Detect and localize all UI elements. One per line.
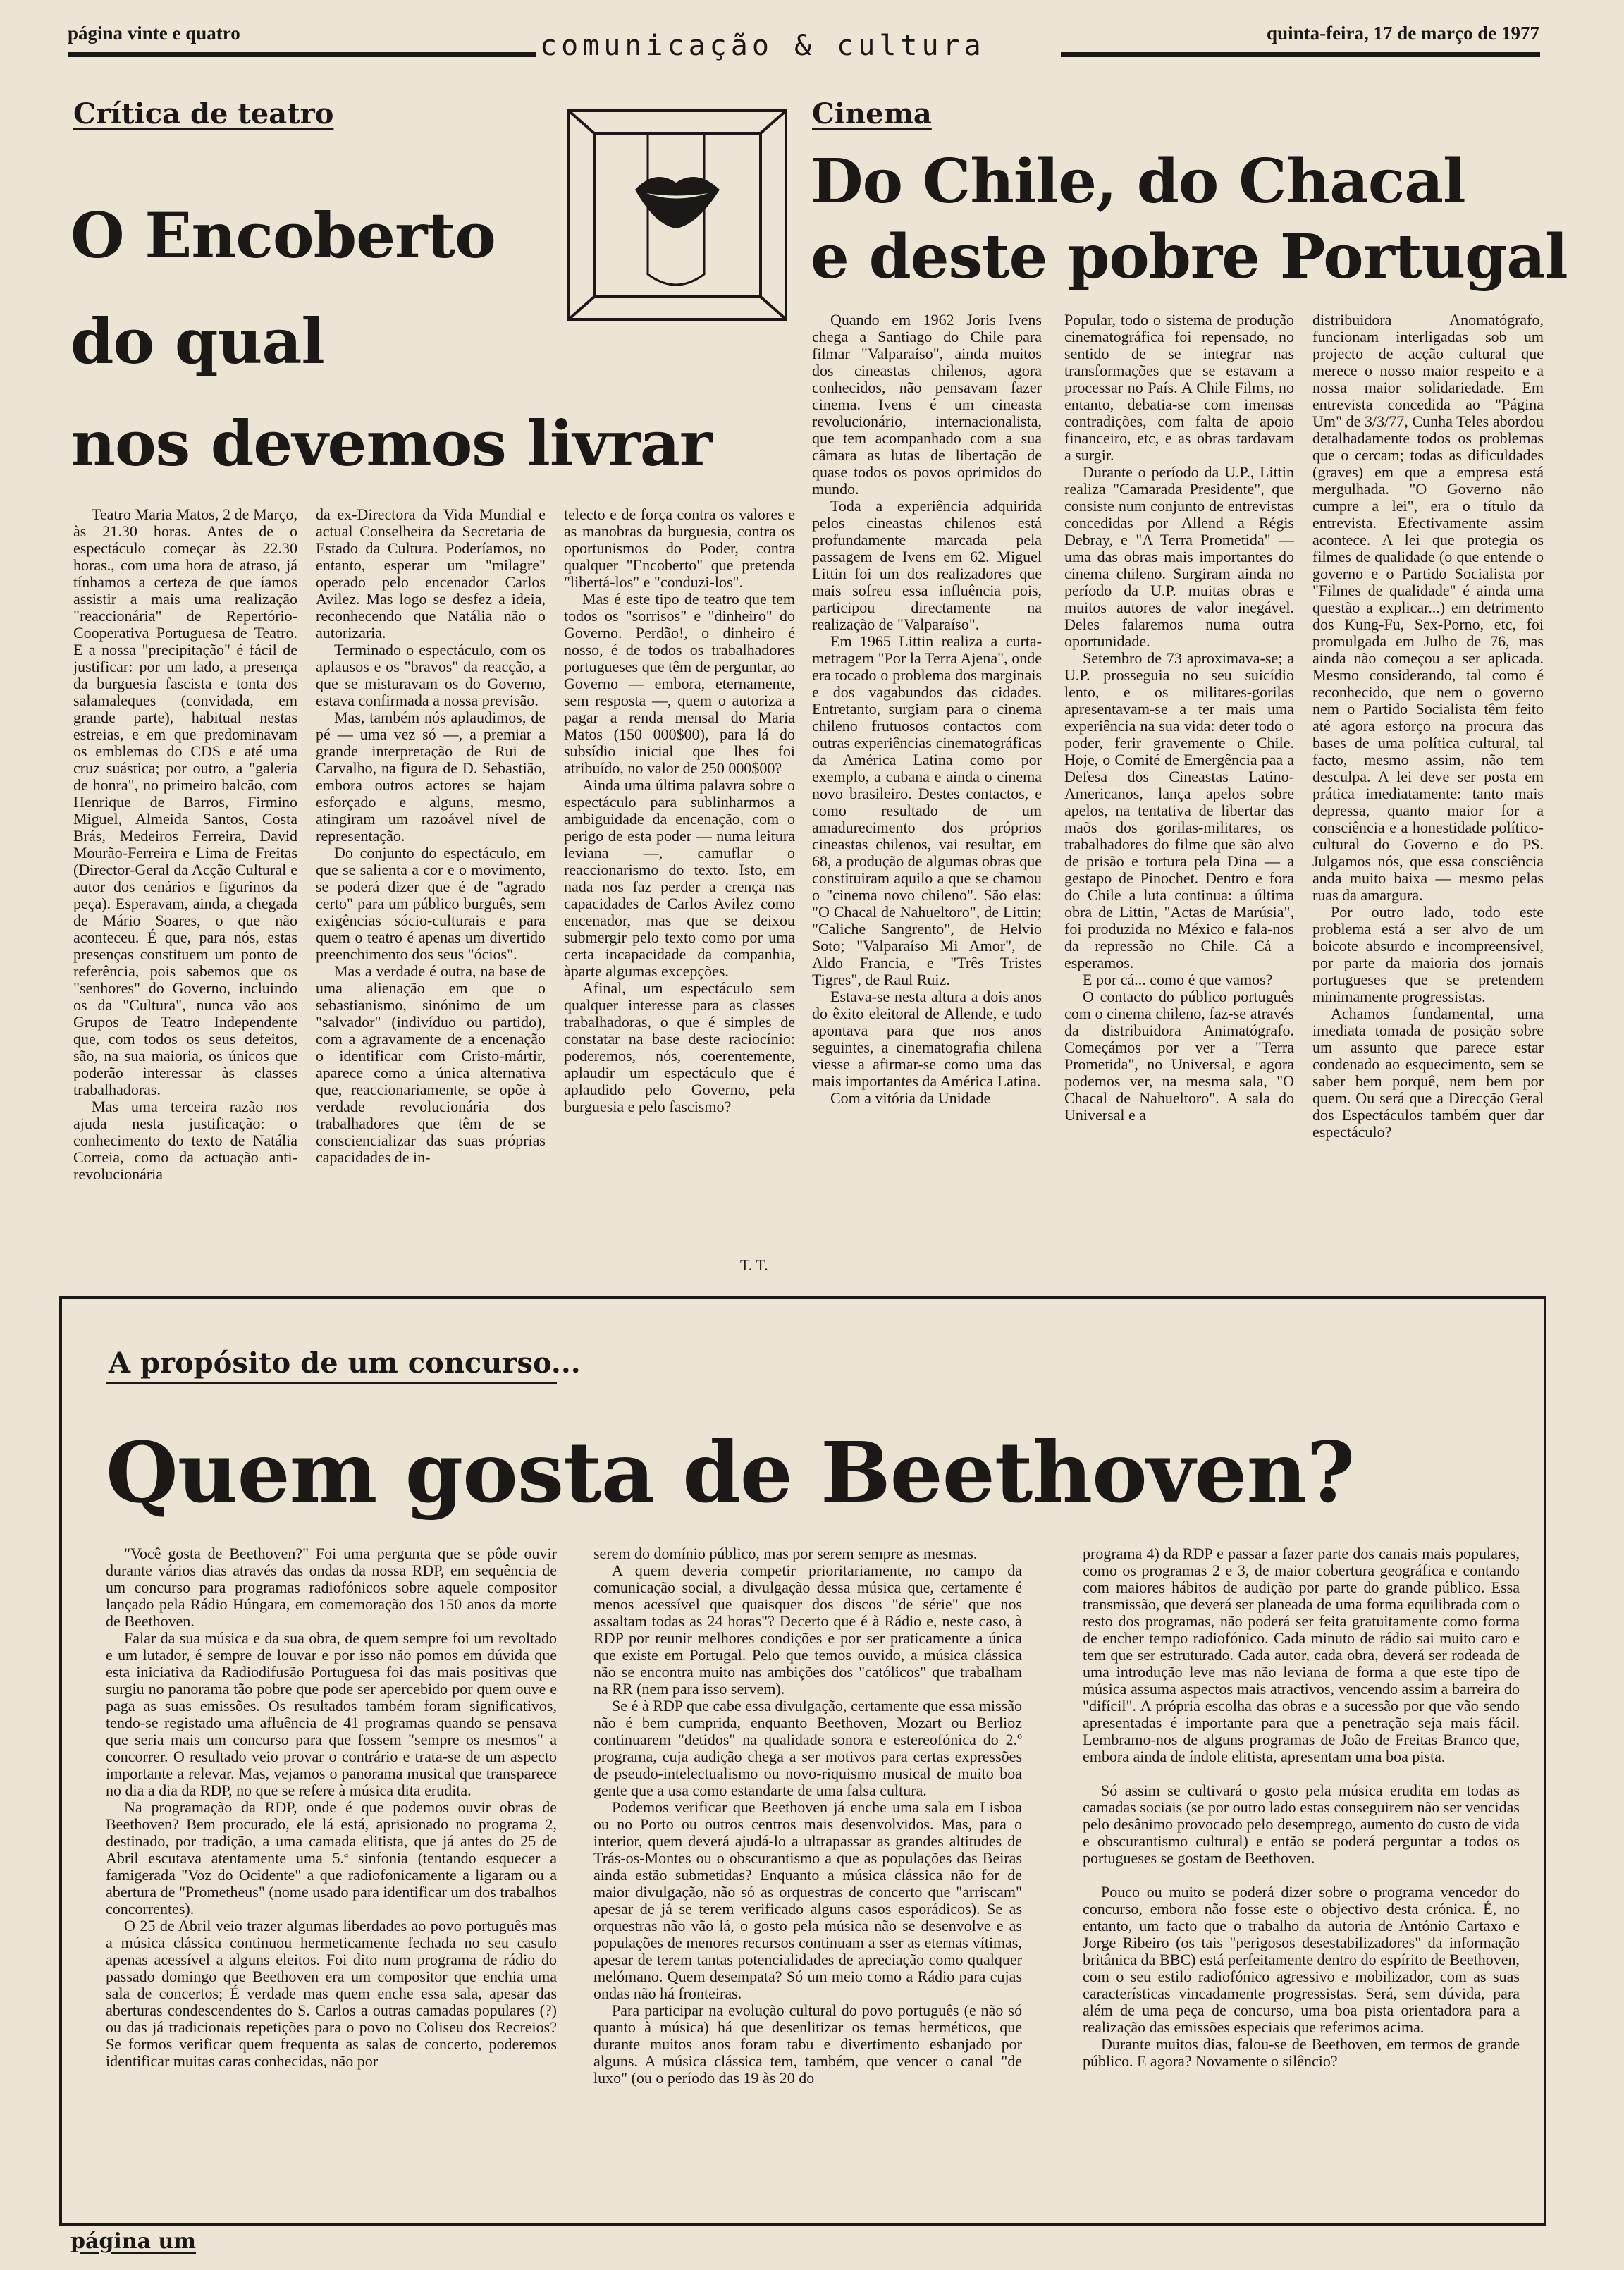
paragraph: Quando em 1962 Joris Ivens chega a Santiago do Chile para filmar "Valparaíso", ainda muitos dos cineastas chilenos, agora conhecidos, não pensavam fazer cinema. Ivens é um cineasta revolucionário, internacionalista, que tem acompanhado com a sua câmara as lutas de libertação de quase todos os povos oprimidos do mundo. bbox=[812, 311, 1042, 498]
paragraph: da ex-Directora da Vida Mundial e actual Conselheira da Secretaria de Estado da Cultura. Poderíamos, no entanto, esperar um "milagre" operado pelo encenador Carlos Avilez. Mas logo se desfez a ideia, reconhecendo que Natália não o autorizaria. bbox=[316, 505, 546, 642]
footer-label: página um bbox=[70, 2229, 197, 2254]
paragraph: Só assim se cultivará o gosto pela música erudita em todas as camadas sociais (se por outro lado estas conseguirem não ser vencidas pelo desânimo provocado pelo desemprego, aumento do custo de vida e obscurantismo cultural) e então se poderá perguntar a todos os portugueses se gostam de Beethoven. bbox=[1083, 1781, 1520, 1867]
paragraph: Durante muitos dias, falou-se de Beethoven, em termos de grande público. E agora? Novamente o silêncio? bbox=[1083, 2035, 1520, 2070]
section-title: comunicação & cultura bbox=[536, 30, 990, 62]
theatre-title-line1: O Encoberto bbox=[70, 199, 496, 272]
cinema-column-1 bbox=[812, 312, 1042, 1107]
paragraph: Em 1965 Littin realiza a curta-metragem "Por la Terra Ajena", onde era tocado o problema dos marginais e dos vagabundos das cidades. Entretanto, surgiam para o cinema chileno frutuosos contactos com outras experiências cinematográficas da América Latina como por exemplo, a cubana e ainda o cinema novo brasileiro. Destes contactos, e como resultado de um amadurecimento dos próprios cineastas chilenos, vai resultar, em 68, a produção de algumas obras que constituiram aquilo a que se chamou o "cinema novo chileno". São elas: "O Chacal de Nahueltoro", de Littin; "Caliche Sangrento", de Helvio Soto; "Valparaíso Mi Amor", de Aldo Francia, e "Três Tristes Tigres", de Raul Ruiz. bbox=[812, 632, 1042, 988]
theatre-kicker: Crítica de teatro bbox=[73, 97, 334, 130]
theatre-column-3 bbox=[564, 506, 795, 1115]
paragraph: O contacto do público português com o cinema chileno, faz-se através da distribuidora Animatógrafo. Começámos por ver a "Terra Prometida", no Universal, e agora podemos ver, na mesma sala, "O Chacal de Nahueltoro". A sala do Universal e a bbox=[1064, 988, 1294, 1124]
paragraph: Ainda uma última palavra sobre o espectáculo para sublinharmos a ambiguidade da encenação, com o perigo de esta poder — numa leitura leviana —, camuflar o reaccionarismo do texto. Isto, em nada nos faz perder a crença nas capacidades de Carlos Avilez como encenador, mas que se deixou submergir pelo texto como por uma certa incapacidade da companhia, àparte algumas excepções. bbox=[564, 776, 795, 980]
cinema-kicker: Cinema bbox=[812, 97, 932, 130]
paragraph: Mas, também nós aplaudimos, de pé — uma vez só —, a premiar a grande interpretação de Rui de Carvalho, na figura de D. Sebastião, embora outros actores se hajam esforçado e alguns, mesmo, atingiram um razoável nível de representação. bbox=[316, 708, 546, 845]
paragraph: Mas é este tipo de teatro que tem todos os "sorrisos" e "dinheiro" do Governo. Perdão!, o dinheiro é nosso, é de todos os trabalhadores portugueses que têm de perguntar, ao Governo — embora, eternamente, sem resposta —, quem o autoriza a pagar a renda mensal do Maria Matos (150 000$00), para lá do subsídio inicial que lhes foi atribuído, no valor de 250 000$00? bbox=[564, 590, 795, 777]
page-number: página vinte e quatro bbox=[68, 23, 240, 44]
paragraph: distribuidora Anomatógrafo, funcionam interligadas sob um projecto de acção cultural que merece o nosso maior respeito e a nossa maior solidariedade. Em entrevista concedida ao "Página Um" de 3/3/77, Cunha Teles abordou detalhadamente todos os problemas que o cercam; todas as dificuldades (graves) em que a empresa está mergulhada. "O Governo não cumpre a lei", era o título da entrevista. Efectivamente assim acontece. A lei que protegia os filmes de qualidade (o que entende o governo e o Partido Socialista por "Filmes de qualidade" é ainda uma questão a explicar...) em detrimento dos Kung-Fu, Sex-Porno, etc, foi promulgada em Julho de 76, mas ainda não começou a ser aplicada. Mesmo considerando, tal como é reconhecido, que nem o governo nem o Partido Socialista têm feito até agora esforço na procura das bases de uma política cultural, tal facto, mesmo assim, não tem desculpa. A lei deve ser posta em prática imediatamente: tanto mais depressa, quanto maior for a consciência e a honestidade político-cultural do Governo e do PS. Julgamos nós, que essa consciência anda muito baixa — mesmo pelas ruas da amargura. bbox=[1312, 311, 1544, 904]
paragraph: Terminado o espectáculo, com os aplausos e os "bravos" da reacção, a que se misturavam os do Governo, estava confirmada a nossa previsão. bbox=[316, 641, 546, 709]
paragraph: Com a vitória da Unidade bbox=[830, 1089, 991, 1107]
paragraph: E por cá... como é que vamos? bbox=[1083, 971, 1273, 988]
paragraph: "Você gosta de Beethoven?" Foi uma pergunta que se pôde ouvir durante vários dias através das ondas da nossa RDP, em sequência de um concurso para programas radiofónicos sobre aquele compositor lançado pela Rádio Húngara, em comemoração dos 150 anos da morte de Beethoven. bbox=[106, 1545, 557, 1630]
paragraph: Estava-se nesta altura a dois anos do êxito eleitoral de Allende, e tudo apontava para que nos anos seguintes, a cinematografia chilena viesse a afirmar-se como uma das mais importantes da América Latina. bbox=[812, 988, 1042, 1090]
beethoven-column-3 bbox=[1083, 1545, 1520, 2070]
paragraph: Falar da sua música e da sua obra, de quem sempre foi um revoltado e um lutador, é sempre de louvar e por isso não pomos em dúvida que esta iniciativa da Radiodifusão Portuguesa foi das mais positivas que surgiu no panorama tão pobre que pode ser apercebido por quem ouve e paga as suas emissões. Os resultados também foram significativos, tendo-se registado uma afluência de 41 programas quando se pensava que seria mais um concurso para que fossem "sempre os mesmos" a concorrer. O resultado veio provar o contrário e trata-se de um aspecto importante a relevar. Mas, vejamos o panorama musical que transparece no dia a dia da RDP, no que se refere à música dita erudita. bbox=[106, 1629, 557, 1799]
paragraph: Podemos verificar que Beethoven já enche uma sala em Lisboa ou no Porto ou outros centros mais desenvolvidos. Mas, para o interior, quem deverá ajudá-lo a ultrapassar as grandes altitudes de Trás-os-Montes ou o obscurantismo a que as populações das Beiras ainda estão submetidas? Enquanto a música clássica não for de maior divulgação, não só as orquestras de concerto que "arriscam" apesar de já se terem verificado alguns casos esporádicos). Se as orquestras não vão lá, o gosto pela música não se desenvolve e as populações de menores recursos continuam a sser as eternas vítimas, apesar de terem tantas potencialidades de apreciação como qualquer melómano. Quem desempata? Só um meio como a Rádio para cujas ondas não há fronteiras. bbox=[593, 1798, 1022, 2002]
paragraph: Mas uma terceira razão nos ajuda nesta justificação: o conhecimento do texto de Natália Correia, como da actuação anti-revolucionária bbox=[73, 1098, 297, 1183]
theatre-signature: T. T. bbox=[740, 1256, 768, 1274]
theatre-title-line3: nos devemos livrar bbox=[70, 407, 712, 480]
paragraph: Por outro lado, todo este problema está a ser alvo de um boicote absurdo e incompreensível, por parte da maioria dos jornais portugueses que se pretendem minimamente progressistas. bbox=[1312, 903, 1544, 1005]
paragraph: Durante o período da U.P., Littin realiza "Camarada Presidente", que consiste num conjunto de entrevistas concedidas por Allend a Régis Debray, e "A Terra Prometida" — uma das obras mais importantes do cinema chileno. Surgiram ainda no período da U.P. muitas obras e muitos autores de valor inegável. Deles falaremos numa outra oportunidade. bbox=[1064, 463, 1294, 650]
lips-icon bbox=[570, 112, 785, 318]
paragraph: Toda a experiência adquirida pelos cineastas chilenos está profundamente marcada pela passagem de Ivens em 62. Miguel Littin foi um dos realizadores que mais sofreu essa influência pois, participou directamente na realização de "Valparaíso". bbox=[812, 497, 1042, 633]
paragraph: Afinal, um espectáculo sem qualquer interesse para as classes trabalhadoras, o que é simples de constatar na base deste raciocínio: poderemos, nós, coerentemente, aplaudir um espectáculo que é aplaudido pelo Governo, pela burguesia e pelo fascismo? bbox=[564, 979, 795, 1115]
cinema-column-3 bbox=[1312, 312, 1544, 1141]
paragraph: A quem deveria competir prioritariamente, no campo da comunicação social, a divulgação dessa música que, certamente é menos acessível que quaisquer dos discos "de série" que nos assaltam todas as 24 horas"? Decerto que é à Rádio e, neste caso, à RDP por reunir melhores condições e por ser praticamente a única que existe em Portugal. Pelo que temos ouvido, a música clássica não se encontra muito nas ambições dos "católicos" que trabalham na RR (nem para isso servem). bbox=[593, 1562, 1022, 1698]
paragraph: Pouco ou muito se poderá dizer sobre o programa vencedor do concurso, embora não fosse este o objectivo desta crónica. É, no entanto, um facto que o trabalho da autoria de António Cartaxo e Jorge Ribeiro (os tais "perigosos desestabilizadores" da informação britânica da BBC) está perfeitamente dentro do espírito de Beethoven, com o seu estilo radiofónico agressivo e mobilizador, com as suas características vincadamente progressistas. Será, sem dúvida, para além de uma peça de concurso, uma boa pista orientadora para a realização das emissões especiais que referimos acima. bbox=[1083, 1883, 1520, 2036]
cinema-title-line1: Do Chile, do Chacal bbox=[811, 146, 1465, 217]
theatre-column-2 bbox=[316, 506, 546, 1166]
theatre-column-1 bbox=[73, 506, 297, 1183]
mouth-illustration bbox=[567, 109, 787, 321]
cinema-title-line2: e deste pobre Portugal bbox=[811, 221, 1568, 293]
paragraph: Para participar na evolução cultural do povo português (e não só quanto à música) há que desenlitizar os temas herméticos, que durante muitos anos foram tabu e divertimento esbanjado por alguns. A música clássica tem, também, que vencer o canal "de luxo" (ou o período das 19 às 20 do bbox=[593, 2001, 1022, 2087]
paragraph: serem do domínio público, mas por serem sempre as mesmas. bbox=[593, 1545, 978, 1562]
paragraph: Achamos fundamental, uma imediata tomada de posição sobre um assunto que parece estar condenado ao esquecimento, sem se saber bem porquê, nem bem por quem. Ou será que a Direcção Geral dos Espectáculos também quer dar espectáculo? bbox=[1312, 1005, 1544, 1141]
paragraph: Se é à RDP que cabe essa divulgação, certamente que essa missão não é bem cumprida, enquanto Beethoven, Mozart ou Berlioz continuarem "detidos" na qualidade sonora e estereofónica do 2.º programa, cuja audição chega a ser motivos para certas expressões de pseudo-intelectualismo ou novo-riquismo musical de muito boa gente que a usa como estandarte de uma falsa cultura. bbox=[593, 1697, 1022, 1799]
beethoven-column-2 bbox=[593, 1545, 1022, 2087]
kicker-underline bbox=[106, 1382, 557, 1384]
paragraph: programa 4) da RDP e passar a fazer parte dos canais mais populares, como os programas 2 e 3, de maior cobertura geográfica e contando com maiores hábitos de audição por parte do grande público. Essa transmissão, que deverá ser planeada de uma forma equilibrada com o resto dos programas, não poderá ser feita gratuitamente como forma de encher tempo radiofónico. Cada minuto de rádio sai muito caro e tem que ser estruturado. Cada autor, cada obra, deverá ser rodeada de uma introdução leve mas não leviana de forma a que este tipo de música assuma aspectos mais atractivos, vencendo assim a barreira do "difícil". A própria escolha das obras e a sucessão por que vão sendo apresentadas é importante para que a penetração seja mais fácil. Lembramo-nos de alguns programas de João de Freitas Branco que, embora ainda de índole elitista, apresentam uma boa pista. bbox=[1083, 1545, 1520, 1765]
paragraph: Mas a verdade é outra, na base de uma alienação em que o sebastianismo, sinónimo de um "salvador" (indivíduo ou partido), com a agravamente de a encenação o identificar com Cristo-mártir, aparece como a única alternativa que, reaccionariamente, se opõe à verdade revolucionária dos trabalhadores que têm de se consciencializar das suas próprias capacidades de in- bbox=[316, 962, 546, 1166]
paragraph: Popular, todo o sistema de produção cinematográfica foi repensado, no sentido de se integrar nas transformações que se estavam a processar no País. A Chile Films, no entanto, debatia-se com imensas contradições, com falta de apoio financeiro, etc, e as obras tardavam a surgir. bbox=[1064, 311, 1294, 464]
header-rule-right bbox=[1061, 52, 1540, 57]
paragraph: telecto e de força contra os valores e as manobras da burguesia, contra os oportunismos do Poder, contra qualquer "Encoberto" que pretenda "libertá-los" e "conduzi-los". bbox=[564, 505, 795, 591]
paragraph: Setembro de 73 aproximava-se; a U.P. prosseguia no seu suicídio lento, e os militares-gorilas apresentavam-se a ter mais uma experiência na sua vida: deter todo o poder, ferir gravemente o Chile. Hoje, o Comité de Emergência paa a Defesa dos Cineastas Latino-Americanos, lança apelos sobre apelos, na tentativa de libertar das maõs dos gorilas-militares, os trabalhadores do filme que são alvo de prisão e tortura pela Dina — a gestapo de Pinochet. Dentro e fora do Chile a luta continua: a última obra de Littin, "Actas de Marúsia", foi produzida no México e fala-nos da repressão no Chile. Cá a esperamos. bbox=[1064, 649, 1294, 971]
paragraph: O 25 de Abril veio trazer algumas liberdades ao povo português mas a música clássica continuou hermeticamente fechada no seu casulo apenas acessível a alguns eleitos. Foi dito num programa de rádio do passado domingo que Beethoven era um compositor que enchia uma sala de concertos; É verdade mas quem enche essa sala, apesar das aberturas condescendentes do S. Carlos a outras camadas populares (?) ou das já tradicionais repetições para o povo no Coliseu dos Recreios? Se formos verificar quem frequenta as salas de concerto, poderemos identificar muitas caras conhecidas, não por bbox=[106, 1917, 557, 2070]
beethoven-title: Quem gosta de Beethoven? bbox=[106, 1423, 1355, 1521]
beethoven-kicker: A propósito de um concurso... bbox=[109, 1346, 581, 1380]
issue-date: quinta-feira, 17 de março de 1977 bbox=[1267, 23, 1539, 44]
paragraph: Do conjunto do espectáculo, em que se salienta a cor e o movimento, se poderá dizer que é de "agrado certo" para um público burguês, sem exigências sócio-culturais e para quem o teatro é apenas um divertido preenchimento dos seus "ócios". bbox=[316, 844, 546, 963]
theatre-title-line2: do qual bbox=[70, 305, 324, 378]
beethoven-column-1 bbox=[106, 1545, 557, 2070]
paragraph: Teatro Maria Matos, 2 de Março, às 21.30 horas. Antes de o espectáculo começar às 22.30 horas., com uma hora de atraso, já tínhamos a certeza de que íamos assistir a mais uma realização "reaccionária" de Repertório-Cooperativa Portuguesa de Teatro. E a nossa "precipitação" é fácil de justificar: por um lado, a presença da burguesia fascista e tonta dos salamaleques (convidada, em grande parte), habitual nestas estreias, e em que predominavam os emblemas do CDS e até uma cruz suástica; por outro, a "galeria de honra", no primeiro balcão, com Henrique de Barros, Firmino Miguel, Almeida Santos, Costa Brás, Medeiros Ferreira, David Mourão-Ferreira e Lima de Freitas (Director-Geral da Acção Cultural e autor dos cenários e figurinos da peça). Esperavam, ainda, a chegada de Mário Soares, o que não aconteceu. É que, para nós, estas presenças constituem um ponto de referência, pois sabemos que os "senhores" do Governo, incluindo os da "Cultura", nunca vão aos Grupos de Teatro Independente que, com todos os seus defeitos, são, na sua maioria, os únicos que poderão interessar às classes trabalhadoras. bbox=[73, 505, 297, 1098]
paragraph: Na programação da RDP, onde é que podemos ouvir obras de Beethoven? Bem procurado, ele lá está, aprisionado no programa 2, destinado, por tradição, a uma camada elitista, que já antes do 25 de Abril escutava atentamente uma 5.ª sinfonia (tentando esquecer a famigerada "Voz do Ocidente" a que radiofonicamente a ligaram ou a abertura de "Prometheus" (nome usado para identificar um dos trabalhos concorrentes). bbox=[106, 1798, 557, 1918]
cinema-column-2 bbox=[1064, 312, 1294, 1124]
